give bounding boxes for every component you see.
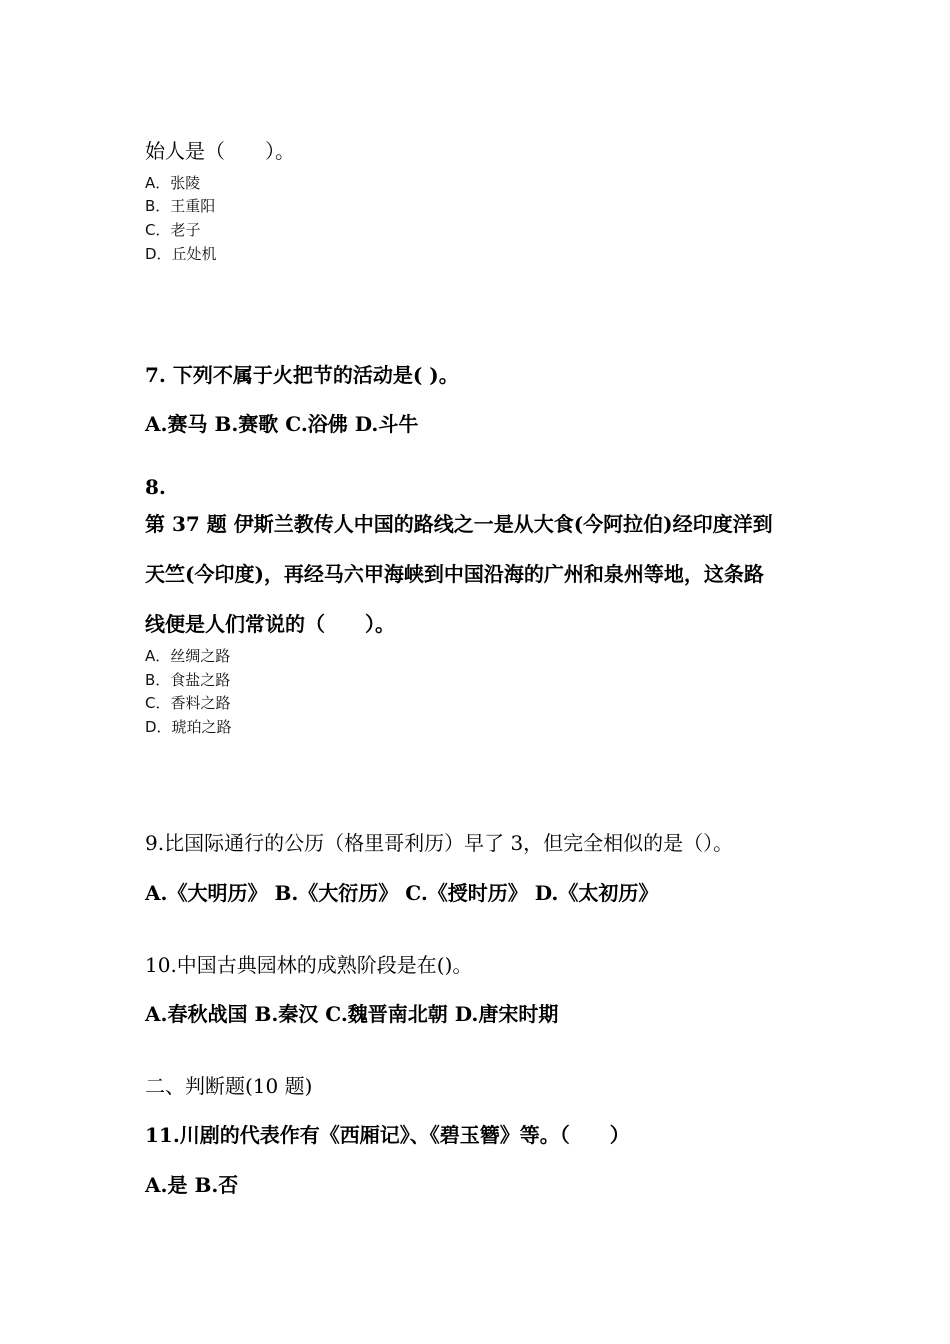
q9-answer-options: A.《大明历》 B.《大衍历》 C.《授时历》 D.《太初历》 (145, 881, 659, 905)
q8-option-b: B．食盐之路 (145, 671, 231, 689)
q8-stem-line-2: 天竺(今印度)，再经马六甲海峡到中国沿海的广州和泉州等地，这条路 (145, 562, 764, 586)
q8-option-a: A．丝绸之路 (145, 647, 231, 665)
q8-stem-line-3: 线便是人们常说的（ ）。 (145, 612, 395, 636)
q9-stem: 9.比国际通行的公历（格里哥利历）早了 3，但完全相似的是（）。 (145, 831, 734, 855)
q8-option-d: D．琥珀之路 (145, 718, 232, 736)
q6-option-a: A．张陵 (145, 174, 201, 192)
q8-stem-line-1: 第 37 题 伊斯兰教传人中国的路线之一是从大食(今阿拉伯)经印度洋到 (145, 512, 773, 536)
section-heading-true-false: 二、判断题(10 题) (145, 1074, 313, 1098)
q11-answer-options: A.是 B.否 (145, 1173, 239, 1197)
q11-stem: 11.川剧的代表作有《西厢记》、《碧玉簪》等。（ ） (145, 1123, 630, 1147)
q7-answer-options: A.赛马 B.赛歌 C.浴佛 D.斗牛 (145, 412, 419, 436)
q6-stem-tail: 始人是（ ）。 (145, 139, 295, 163)
q7-stem: 7. 下列不属于火把节的活动是( )。 (145, 363, 459, 387)
q6-option-b: B．王重阳 (145, 197, 216, 215)
q6-option-d: D．丘处机 (145, 245, 217, 263)
q10-stem: 10.中国古典园林的成熟阶段是在()。 (145, 953, 473, 977)
q8-number: 8. (145, 475, 166, 499)
q10-answer-options: A.春秋战国 B.秦汉 C.魏晋南北朝 D.唐宋时期 (145, 1002, 559, 1026)
q8-option-c: C．香料之路 (145, 694, 231, 712)
q6-option-c: C．老子 (145, 221, 201, 239)
